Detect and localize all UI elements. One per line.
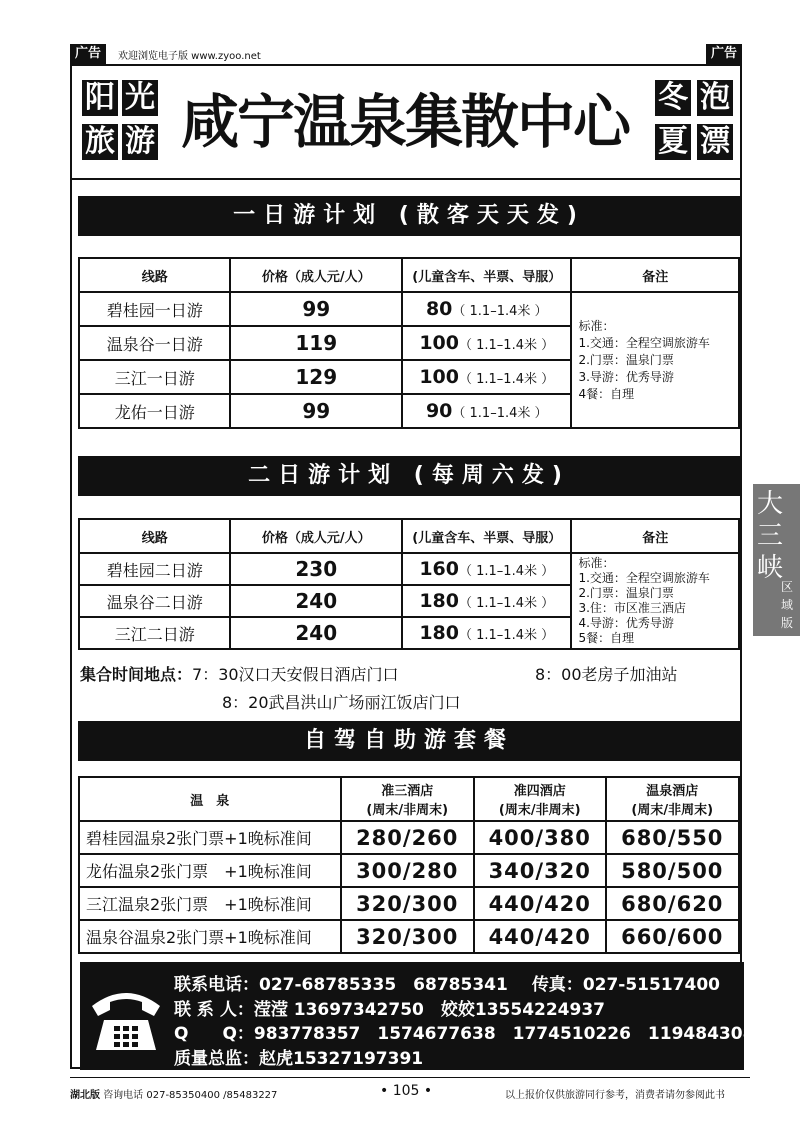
table-row [79,553,739,585]
note-line: 标准： [578,556,615,570]
side-tab-char: 区 [781,580,794,594]
spring-hotel-price: 580/500 [606,854,740,887]
supervisor-label: 质量总监： [174,1049,259,1069]
footer-disclaimer: 以上报价仅供旅游同行参考，消费者请勿参阅此书 [505,1090,725,1101]
fax-label: 传真： [531,975,583,995]
footer-divider [70,1077,750,1078]
table-row [79,854,739,887]
side-tab-char: 三 [757,521,784,551]
side-tab-small-text [781,578,793,632]
adult-price: 230 [230,553,402,585]
one-day-banner: 一日游计划 (散客天天发) [78,196,740,236]
fax-number[interactable]: 027-51517400 [582,975,720,995]
side-tab-char: 版 [781,616,794,630]
page-title: 咸宁温泉集散中心 [180,88,629,156]
package-name: 碧桂园温泉2张门票+1晚标准间 [79,821,341,854]
header-subtext: (周末/非周末) [366,803,449,818]
child-price-cell [402,553,572,585]
phone-label: 联系电话： [174,975,259,995]
route-name: 温泉谷二日游 [79,585,230,617]
person-label: 联 系 人： [174,1000,254,1020]
telephone-icon [86,976,166,1056]
qq-label: Q Q： [174,1024,254,1044]
contact-block [80,962,767,1070]
header-text: 准三酒店 [381,784,434,799]
package-name: 龙佑温泉2张门票 +1晚标准间 [79,854,341,887]
side-section-tab[interactable] [753,484,800,636]
site-url[interactable]: 欢迎浏览电子版 www.zyoo.net [118,51,261,62]
one-day-table [78,257,740,429]
meeting-point: 7：30汉口天安假日酒店门口 [192,665,399,684]
adult-price: 99 [230,394,402,428]
child-price: 180 [419,622,459,644]
footer-hotline: 咨询电话 027-85350400 /85483227 [103,1090,278,1101]
self-drive-banner: 自驾自助游套餐 [78,721,740,761]
adult-price: 240 [230,585,402,617]
child-price-cell [402,326,572,360]
header-subtext: (周末/非周末) [631,803,714,818]
col-header-route: 线路 [79,258,230,292]
col-header-note: 备注 [571,258,739,292]
route-name: 龙佑一日游 [79,394,230,428]
note-line: 5餐：自理 [578,631,635,645]
height-range: （ 1.1–1.4米 ） [459,596,555,611]
child-price-cell [402,585,572,617]
note-line: 3.住：市区准三酒店 [578,601,686,615]
child-price-cell [402,360,572,394]
title-right-char: 冬 [655,80,691,116]
hotel3-price: 320/300 [341,887,474,920]
footer-left [70,1086,277,1101]
title-divider [72,178,740,180]
side-tab-char: 峡 [757,553,784,583]
notes-cell [571,292,739,428]
notes-cell [571,553,739,649]
col-header-child: (儿童含车、半票、导服） [402,258,572,292]
title-right-char: 漂 [697,124,733,160]
child-price: 100 [419,332,459,354]
table-row [79,292,739,326]
col-header-adult: 价格（成人元/人） [230,258,402,292]
note-line: 2.门票：温泉门票 [578,586,674,600]
two-day-table [78,518,740,650]
side-tab-char: 域 [781,598,794,612]
meeting-label: 集合时间地点： [80,665,193,684]
child-price: 90 [425,400,453,422]
supervisor-value[interactable]: 赵虎15327197391 [259,1049,424,1069]
adult-price: 240 [230,617,402,649]
contact-person-line [174,995,605,1020]
col-header-hotel4 [474,777,606,821]
spring-hotel-price: 680/550 [606,821,740,854]
table-row [79,920,739,953]
col-header-hotel3 [341,777,474,821]
height-range: （ 1.1–1.4米 ） [459,372,555,387]
page-number: • 105 • [380,1083,433,1099]
hotel3-price: 320/300 [341,920,474,953]
hotel4-price: 400/380 [474,821,606,854]
side-tab-big-text [757,488,783,584]
route-name: 温泉谷一日游 [79,326,230,360]
note-line: 3.导游：优秀导游 [578,369,674,384]
col-header-adult: 价格（成人元/人） [230,519,402,553]
height-range: （ 1.1–1.4米 ） [459,564,555,579]
height-range: （ 1.1–1.4米 ） [452,304,548,319]
note-line: 1.交通：全程空调旅游车 [578,335,710,350]
child-price: 160 [419,558,459,580]
title-left-char: 游 [122,124,158,160]
adult-price: 99 [230,292,402,326]
child-price: 180 [419,590,459,612]
title-left-char: 光 [122,80,158,116]
spring-hotel-price: 680/620 [606,887,740,920]
hotel3-price: 300/280 [341,854,474,887]
table-row [79,821,739,854]
child-price-cell [402,292,572,326]
child-price-cell [402,394,572,428]
route-name: 三江二日游 [79,617,230,649]
header-subtext: (周末/非周末) [498,803,581,818]
adult-price: 119 [230,326,402,360]
child-price: 80 [425,298,453,320]
package-name: 温泉谷温泉2张门票+1晚标准间 [79,920,341,953]
child-price-cell [402,617,572,649]
hotel4-price: 440/420 [474,920,606,953]
title-right-char: 泡 [697,80,733,116]
route-name: 三江一日游 [79,360,230,394]
side-tab-char: 大 [757,489,784,519]
child-price: 100 [419,366,459,388]
contact-qq-line [174,1019,766,1044]
note-line: 2.门票：温泉门票 [578,352,674,367]
title-right-char: 夏 [655,124,691,160]
route-name: 碧桂园一日游 [79,292,230,326]
ad-label-right: 广告 [706,44,742,64]
two-day-banner: 二日游计划 (每周六发) [78,456,740,496]
package-name: 三江温泉2张门票 +1晚标准间 [79,887,341,920]
phone-number[interactable]: 027-68785335 68785341 [259,975,508,995]
ad-label-left: 广告 [70,44,106,64]
hotel4-price: 440/420 [474,887,606,920]
height-range: （ 1.1–1.4米 ） [459,338,555,353]
adult-price: 129 [230,360,402,394]
col-header-child: (儿童含车、半票、导服） [402,519,572,553]
header-text: 温 泉 [190,793,230,809]
contact-supervisor-line [174,1044,423,1069]
title-left-char: 旅 [82,124,118,160]
col-header-spring-hotel [606,777,740,821]
self-drive-table [78,776,740,954]
qq-value[interactable]: 983778357 1574677638 1774510226 1194843080 [253,1024,767,1044]
col-header-note: 备注 [571,519,739,553]
person-value[interactable]: 滢滢 13697342750 姣姣13554224937 [253,1000,605,1020]
note-line: 1.交通：全程空调旅游车 [578,571,710,585]
height-range: （ 1.1–1.4米 ） [459,628,555,643]
note-line: 标准： [578,318,615,333]
meeting-point: 8：20武昌洪山广场丽江饭店门口 [222,693,461,712]
meeting-line-1 [80,662,399,685]
contact-phone-line [174,970,720,995]
hotel3-price: 280/260 [341,821,474,854]
meeting-point: 8：00老房子加油站 [535,665,678,684]
col-header-spring [79,777,341,821]
table-row [79,887,739,920]
col-header-route: 线路 [79,519,230,553]
footer-edition: 湖北版 [70,1090,100,1101]
height-range: （ 1.1–1.4米 ） [452,406,548,421]
spring-hotel-price: 660/600 [606,920,740,953]
note-line: 4.导游：优秀导游 [578,616,674,630]
header-text: 温泉酒店 [646,784,699,799]
title-left-char: 阳 [82,80,118,116]
note-line: 4餐：自理 [578,386,635,401]
route-name: 碧桂园二日游 [79,553,230,585]
hotel4-price: 340/320 [474,854,606,887]
header-text: 准四酒店 [513,784,566,799]
